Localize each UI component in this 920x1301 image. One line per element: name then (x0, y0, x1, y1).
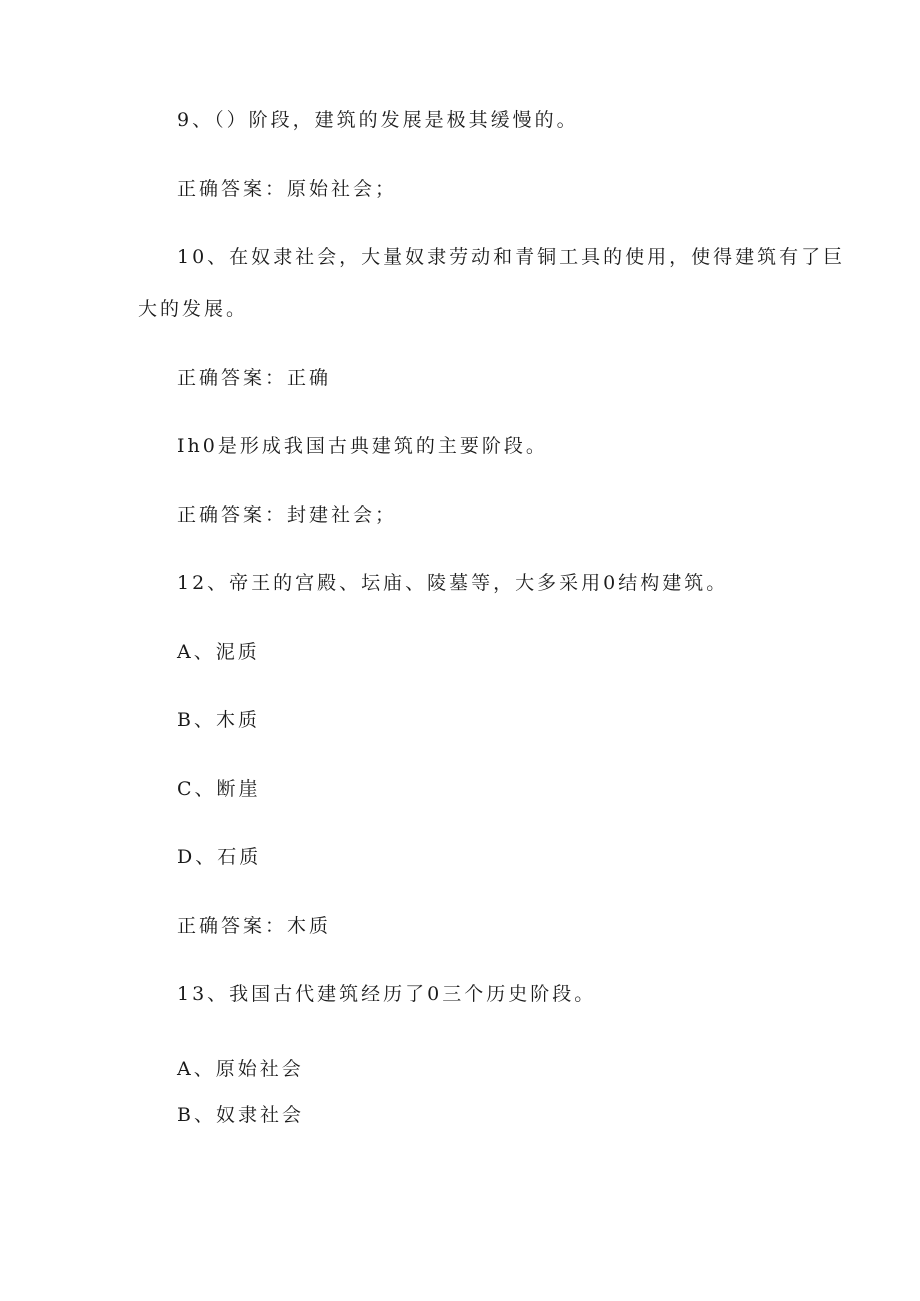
option-12-b: B、木质 (177, 709, 260, 731)
option-13-b: B、奴隶社会 (177, 1104, 304, 1126)
question-10-line-1: 10、在奴隶社会，大量奴隶劳动和青铜工具的使用，使得建筑有了巨 (177, 246, 846, 268)
answer-10: 正确答案：正确 (177, 367, 332, 389)
option-13-a: A、原始社会 (177, 1058, 304, 1080)
answer-12: 正确答案：木质 (177, 915, 332, 937)
answer-9: 正确答案：原始社会； (177, 178, 398, 200)
answer-11: 正确答案：封建社会； (177, 504, 398, 526)
question-12: 12、帝王的宫殿、坛庙、陵墓等，大多采用0结构建筑。 (177, 572, 729, 594)
question-10-line-2: 大的发展。 (138, 298, 249, 320)
option-12-a: A、泥质 (177, 641, 260, 663)
question-13: 13、我国古代建筑经历了0三个历史阶段。 (177, 983, 597, 1005)
option-12-d: D、石质 (177, 846, 262, 868)
option-12-c: C、断崖 (177, 778, 261, 800)
question-9: 9、（）阶段，建筑的发展是极其缓慢的。 (177, 109, 579, 131)
question-11: Ih0是形成我国古典建筑的主要阶段。 (177, 435, 548, 457)
